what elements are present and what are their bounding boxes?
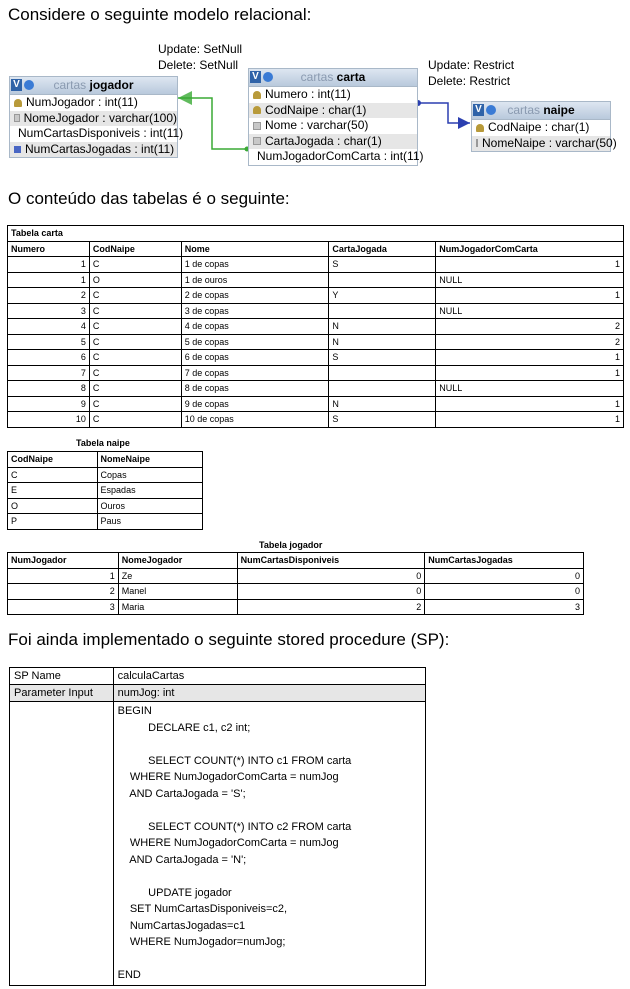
table-cell: C <box>89 350 181 366</box>
col-header: NomeJogador <box>118 553 237 569</box>
table-row <box>8 467 203 483</box>
table-cell: NULL <box>436 272 624 288</box>
table-cell <box>329 365 436 381</box>
table-row <box>8 514 203 530</box>
table-jogador-caption: Tabela jogador <box>259 540 323 550</box>
table-carta-caption: Tabela carta <box>8 226 624 242</box>
table-header-row <box>8 553 584 569</box>
table-cell: 9 de copas <box>181 396 329 412</box>
rel2-update: Update: Restrict <box>428 58 515 72</box>
gear-icon <box>24 80 34 90</box>
table-cell: 6 de copas <box>181 350 329 366</box>
table-cell: NULL <box>436 381 624 397</box>
table-cell: C <box>89 396 181 412</box>
sp-code-row <box>10 702 426 986</box>
table-carta <box>7 225 624 428</box>
table-cell: 2 <box>237 599 425 615</box>
text-field-icon <box>14 114 20 122</box>
col-header: NumCartasDisponiveis <box>237 553 425 569</box>
table-cell: NULL <box>436 303 624 319</box>
table-cell: 1 de ouros <box>181 272 329 288</box>
table-cell: 10 <box>8 412 90 428</box>
er-table-naipe <box>471 101 617 152</box>
sp-param-row <box>10 685 426 702</box>
table-cell: 1 <box>8 568 119 584</box>
table-cell: Paus <box>97 514 202 530</box>
er-field-label: CodNaipe : char(1) <box>488 120 590 134</box>
er-table-carta <box>248 68 424 166</box>
table-cell: Y <box>329 288 436 304</box>
table-cell: 4 de copas <box>181 319 329 335</box>
table-cell: 8 <box>8 381 90 397</box>
sp-name-value: calculaCartas <box>113 668 425 685</box>
table-cell: 0 <box>237 568 425 584</box>
er-naipe-header <box>472 102 610 120</box>
er-field <box>249 134 417 150</box>
table-row <box>8 319 624 335</box>
er-field-label: NumJogadorComCarta : int(11) <box>257 149 424 163</box>
table-cell: 1 <box>8 257 90 273</box>
rel1-line <box>178 98 248 149</box>
text-field-icon <box>253 137 261 145</box>
key-icon <box>253 91 261 99</box>
v-icon: V <box>11 79 22 91</box>
er-field-label: NumCartasDisponiveis : int(11) <box>18 126 184 140</box>
er-carta-db: cartas <box>300 70 334 84</box>
table-cell: 5 <box>8 334 90 350</box>
table-row <box>8 412 624 428</box>
table-row <box>8 498 203 514</box>
col-header: NomeNaipe <box>97 452 202 468</box>
table-header-row <box>8 452 203 468</box>
rel2-arrow <box>458 117 470 129</box>
table-cell: S <box>329 257 436 273</box>
table-cell <box>329 381 436 397</box>
table-cell: 0 <box>425 568 584 584</box>
table-cell: O <box>89 272 181 288</box>
sp-param-value: numJog: int <box>113 685 425 702</box>
table-cell: Ze <box>118 568 237 584</box>
number-field-icon <box>14 146 21 153</box>
table-cell: 1 <box>8 272 90 288</box>
table-cell <box>329 272 436 288</box>
er-field <box>249 103 417 119</box>
table-cell: 4 <box>8 319 90 335</box>
text-field-icon <box>253 122 261 130</box>
er-jogador-name: jogador <box>89 78 134 92</box>
sp-param-label: Parameter Input <box>10 685 114 702</box>
sp-name-row <box>10 668 426 685</box>
er-field <box>472 135 617 152</box>
v-icon: V <box>250 71 261 83</box>
table-cell: 0 <box>425 584 584 600</box>
table-cell: 1 <box>436 396 624 412</box>
er-carta-name: carta <box>336 70 366 84</box>
table-row <box>8 396 624 412</box>
table-cell: 2 <box>8 584 119 600</box>
table-row <box>8 584 584 600</box>
er-jogador-db: cartas <box>53 78 87 92</box>
col-header: NumJogador <box>8 553 119 569</box>
heading-modelo: Considere o seguinte modelo relacional: <box>8 5 312 24</box>
table-cell: E <box>8 483 98 499</box>
gear-icon <box>486 105 496 115</box>
table-row <box>8 257 624 273</box>
table-row <box>8 483 203 499</box>
table-cell: Espadas <box>97 483 202 499</box>
table-cell: S <box>329 350 436 366</box>
table-cell: C <box>89 257 181 273</box>
table-cell: 10 de copas <box>181 412 329 428</box>
table-cell: Manel <box>118 584 237 600</box>
er-field <box>10 126 184 142</box>
table-cell: 2 de copas <box>181 288 329 304</box>
col-header: CodNaipe <box>89 241 181 257</box>
table-row <box>8 334 624 350</box>
er-field <box>249 87 417 103</box>
table-cell: 2 <box>8 288 90 304</box>
key-icon <box>14 99 22 107</box>
key-icon <box>253 106 261 114</box>
sp-code-empty <box>10 702 114 986</box>
table-cell: 1 de copas <box>181 257 329 273</box>
er-field <box>10 95 177 111</box>
table-row <box>8 365 624 381</box>
col-header: Numero <box>8 241 90 257</box>
table-row <box>8 303 624 319</box>
er-naipe-name: naipe <box>543 103 575 117</box>
er-field-label: NomeJogador : varchar(100) <box>23 110 177 125</box>
er-field-label: Numero : int(11) <box>265 87 351 101</box>
table-cell: N <box>329 319 436 335</box>
er-jogador-header <box>10 77 177 95</box>
gear-icon <box>263 72 273 82</box>
heading-sp: Foi ainda implementado o seguinte stored procedure (SP): <box>8 630 450 649</box>
sp-name-label: SP Name <box>10 668 114 685</box>
table-cell: Maria <box>118 599 237 615</box>
table-row <box>8 599 584 615</box>
table-cell: 1 <box>436 257 624 273</box>
table-naipe <box>7 451 203 530</box>
table-cell: C <box>89 412 181 428</box>
table-cell: 1 <box>436 365 624 381</box>
er-field-label: CartaJogada : char(1) <box>265 133 382 148</box>
col-header: NumJogadorComCarta <box>436 241 624 257</box>
table-cell: 1 <box>436 412 624 428</box>
table-cell: C <box>8 467 98 483</box>
table-cell: 1 <box>436 350 624 366</box>
table-cell: 3 <box>8 599 119 615</box>
col-header: Nome <box>181 241 329 257</box>
table-cell: N <box>329 334 436 350</box>
table-cell: 2 <box>436 319 624 335</box>
er-naipe-db: cartas <box>507 103 540 117</box>
table-cell: 0 <box>237 584 425 600</box>
table-cell: N <box>329 396 436 412</box>
table-cell: 1 <box>436 288 624 304</box>
table-cell: 8 de copas <box>181 381 329 397</box>
rel2-delete: Delete: Restrict <box>428 74 511 88</box>
table-cell: C <box>89 381 181 397</box>
er-field-label: CodNaipe : char(1) <box>265 102 367 117</box>
table-cell: Copas <box>97 467 202 483</box>
table-cell: O <box>8 498 98 514</box>
table-cell: C <box>89 288 181 304</box>
table-row <box>8 350 624 366</box>
er-table-jogador <box>9 76 184 158</box>
table-header-row <box>8 241 624 257</box>
table-cell: P <box>8 514 98 530</box>
key-icon <box>476 124 484 132</box>
text-field-icon <box>476 139 478 147</box>
col-header: CodNaipe <box>8 452 98 468</box>
table-cell: C <box>89 303 181 319</box>
table-cell: 3 de copas <box>181 303 329 319</box>
col-header: NumCartasJogadas <box>425 553 584 569</box>
er-field-label: Nome : varchar(50) <box>265 118 369 132</box>
rel1-update: Update: SetNull <box>158 42 243 56</box>
table-cell: 9 <box>8 396 90 412</box>
table-cell: C <box>89 334 181 350</box>
er-field-label: NumCartasJogadas : int(11) <box>25 141 175 156</box>
rel1-arrow <box>178 91 192 105</box>
er-carta-header <box>249 69 417 87</box>
table-cell: C <box>89 365 181 381</box>
table-row <box>8 381 624 397</box>
table-row <box>8 288 624 304</box>
table-cell <box>329 303 436 319</box>
heading-conteudo: O conteúdo das tabelas é o seguinte: <box>8 189 290 208</box>
er-field-label: NumJogador : int(11) <box>26 95 138 109</box>
er-field <box>249 118 417 134</box>
sp-table <box>9 667 426 986</box>
table-cell: 2 <box>436 334 624 350</box>
table-cell: 6 <box>8 350 90 366</box>
table-cell: Ouros <box>97 498 202 514</box>
table-naipe-caption: Tabela naipe <box>76 438 130 448</box>
table-jogador <box>7 552 584 615</box>
er-field <box>249 149 424 165</box>
er-field <box>472 120 610 136</box>
table-cell: C <box>89 319 181 335</box>
er-field-label: NomeNaipe : varchar(50) <box>482 135 617 150</box>
table-cell: S <box>329 412 436 428</box>
v-icon: V <box>473 104 484 116</box>
table-cell: 3 <box>8 303 90 319</box>
table-row <box>8 568 584 584</box>
er-field <box>10 142 177 158</box>
col-header: CartaJogada <box>329 241 436 257</box>
table-cell: 7 <box>8 365 90 381</box>
sp-code: BEGIN DECLARE c1, c2 int; SELECT COUNT(*) INTO c1 FROM carta WHERE NumJogadorComCarta = numJog AND CartaJogada = 'S'; SELECT COUNT(*) INTO c2 FROM carta WHERE NumJogadorComCarta = numJog AND CartaJogada = 'N'; UPDATE jogador SET NumCartasDisponiveis=c2, NumCartasJogadas=c1 WHERE NumJogador=numJog; END <box>117 705 352 981</box>
table-row <box>8 272 624 288</box>
table-cell: 3 <box>425 599 584 615</box>
rel1-delete: Delete: SetNull <box>158 58 239 72</box>
table-cell: 7 de copas <box>181 365 329 381</box>
er-field <box>10 111 177 127</box>
table-cell: 5 de copas <box>181 334 329 350</box>
